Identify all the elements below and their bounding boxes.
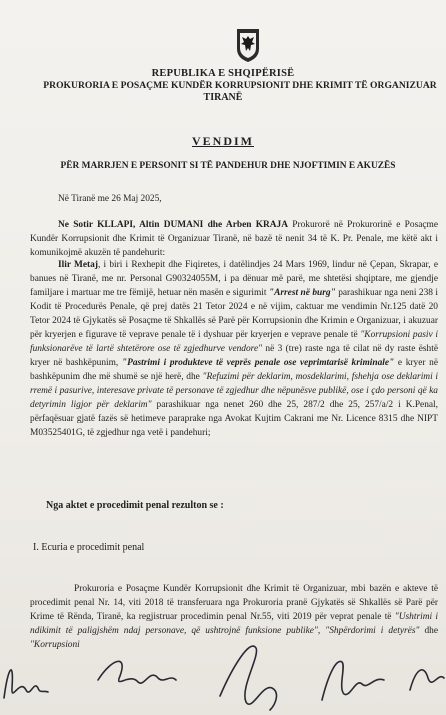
organization-title: PROKURORIA E POSAÇME KUNDËR KORRUPSIONIT DHE KRIMIT TË ORGANIZUAR xyxy=(43,80,437,91)
defendant-text-c: në 3 (tre) raste nga të cilat në dy raste është kryer në bashkëpunim, xyxy=(30,344,438,368)
procedure-text-b: dhe xyxy=(419,626,438,636)
prosecutors-names: Ne Sotir KLLAPI, Altin DUMANI dhe Arben KRAJA xyxy=(58,220,289,230)
signatures xyxy=(0,628,446,715)
signature-5 xyxy=(410,670,444,690)
defendant-text-a: , i biri i Rexhepit dhe Fiqiretes, i datëlindjes 24 Mars 1969, lindur në Çepan, Skrapar, e banues në Tiranë, me nr. Personal G90324055M, i pa dënuar më parë, me shtetësi shqiptare, me gjendje familjare i martuar me tre fëmijë, hetuar nën masën e sigurimit xyxy=(30,260,438,298)
charge-laundering: "Pastrimi i produkteve të veprës penale ose veprimtarisë kriminale" xyxy=(121,358,395,368)
charge-asset-declaration: "Refuzimi për deklarim, mosdeklarimi, fshehja ose deklarimi i rremë i pasurive, interesave private të personave të zgjedhur dhe nëpunësve publikë, ose i çdo personi që ka detyrimin ligjor për deklarim" xyxy=(30,372,439,410)
security-measure: "Arrest në burg" xyxy=(268,288,336,298)
place-date: Në Tiranë me 26 Maj 2025, xyxy=(58,194,162,204)
findings-heading: Nga aktet e procedimit penal rezulton se : xyxy=(46,500,224,511)
intro-paragraph xyxy=(30,218,438,260)
document-title: VENDIM xyxy=(192,134,254,148)
charge-influence: "Ushtrimi i ndikimit të paligjshëm ndaj personave, që ushtrojnë funksione publike" xyxy=(30,612,438,636)
procedure-text-a: Prokuroria e Posaçme Kundër Korrupsionit dhe Krimit të Organizuar, mbi bazën e akteve të procedimit penal Nr. 14, viti 2018 të transferuara nga Prokuroria pranë Gjykatës së Shkallës së Parë për Krime të Rënda, Tiranë, ka regjistruar procedimin penal Nr.55, viti 2019 për veprat penale të xyxy=(30,584,438,622)
albanian-eagle-emblem-icon xyxy=(234,27,262,63)
charge-corruption: "Korrupsioni pasiv i funksionarëve të lartë shtetërore ose të zgjedhurve vendore" xyxy=(30,330,438,354)
signature-3 xyxy=(220,646,276,710)
signature-1 xyxy=(4,670,48,698)
republic-title: REPUBLIKA E SHQIPËRISË xyxy=(151,68,295,79)
city-title: TIRANË xyxy=(203,92,243,103)
section-heading: I. Ecuria e procedimit penal xyxy=(33,542,145,553)
separator: , xyxy=(317,626,326,636)
signature-2 xyxy=(98,661,176,683)
signature-4 xyxy=(322,661,384,700)
defendant-paragraph xyxy=(30,258,438,440)
defendant-text-e: parashikuar nga nenet 260 dhe 25, 287/2 dhe 25, 257/a/2 i K.Penal, përfaqësuar gjatë fazës së hetimeve paraprake nga Avokat Kujtim Cakrani me Nr. Licence 8315 dhe NIPT M03525401G, të zgjedhur nga vetë i pandehuri; xyxy=(30,400,438,438)
defendant-name: Ilir Metaj xyxy=(58,260,98,270)
document-subject: PËR MARRJEN E PERSONIT SI TË PANDEHUR DHE NJOFTIMIN E AKUZËS xyxy=(60,161,396,171)
charge-corruption-2: "Korrupsioni xyxy=(30,640,80,650)
charge-abuse: "Shpërdorimi i detyrës" xyxy=(325,626,420,636)
defendant-text-b: parashikuar nga neni 238 i Kodit të Procedurës Penale, që prej datës 21 Tetor 2024 e në vijim, caktuar me vendimin Nr.125 datë 20 Tetor 2024 të Gjykatës së Posaçme të Shkallës së Parë për Korrupsionin dhe Krimin e Organizuar, i akuzuar për kryerjen e figurave të veprave penale të i dyshuar për kryerjen e veprave penale të xyxy=(30,288,438,340)
defendant-text-d: e kryer në bashkëpunim dhe më shumë se një herë, dhe xyxy=(30,358,438,382)
intro-text: Prokurorë në Prokurorinë e Posaçme Kundër Korrupsionit dhe Krimit të Organizuar Tiranë, në bazë të nenit 34 të K. Pr. Penale, me këtë akt i komunikojmë akuzën të pandehurit: xyxy=(30,220,438,258)
